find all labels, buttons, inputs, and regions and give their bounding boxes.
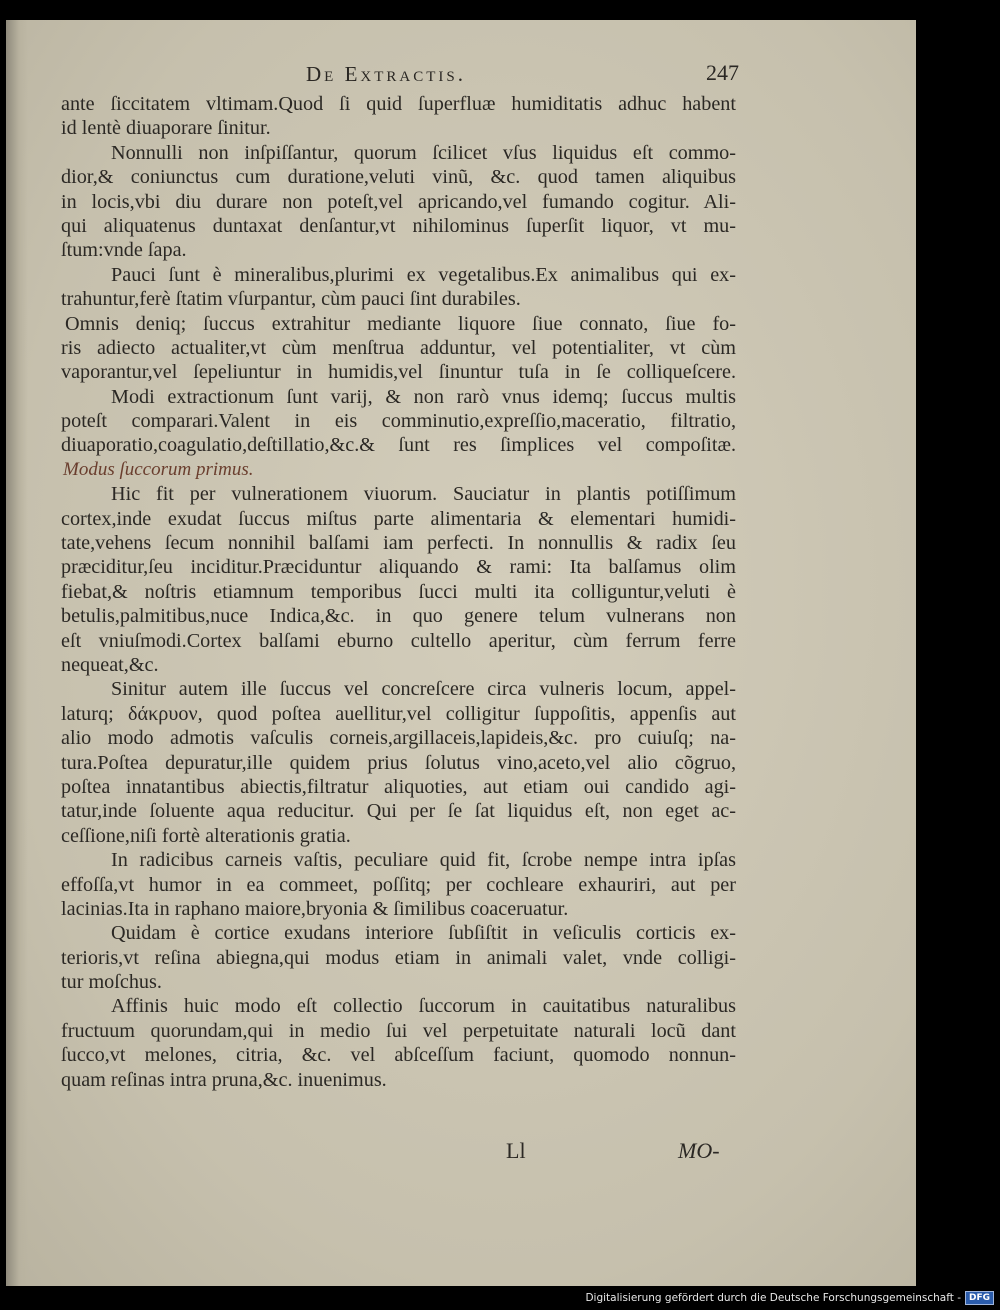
- running-head: De Extractis.: [306, 62, 466, 86]
- text-line: Pauci ſunt è mineralibus,plurimi ex vegetalibus.Ex animalibus qui ex-: [111, 263, 736, 286]
- text-line: trahuntur,ferè ſtatim vſurpantur, cùm pauci ſint durabiles.: [61, 288, 521, 311]
- text-line: fructuum quorundam,qui in medio ſui vel perpetuitate naturali locũ dant: [61, 1019, 736, 1042]
- text-line: In radicibus carneis vaſtis, peculiare quid fit, ſcrobe nempe intra ipſas: [111, 849, 736, 872]
- text-line: Nonnulli non inſpiſſantur, quorum ſcilicet vſus liquidus eſt commo-: [111, 141, 736, 164]
- credit-text: Digitalisierung gefördert durch die Deutsche Forschungsgemeinschaft -: [585, 1292, 961, 1304]
- text-line: tate,vehens ſecum nonnihil balſami iam perfecti. In nonnullis & radix ſeu: [61, 532, 736, 555]
- text-line: Omnis deniq; ſuccus extrahitur mediante liquore ſiue connato, ſiue fo-: [65, 312, 736, 335]
- text-line: tatur,inde ſoluente aqua reducitur. Qui per ſe ſat liquidus eſt, non eget ac-: [61, 800, 736, 823]
- text-line: diuaporatio,coagulatio,deſtillatio,&c.& ſunt res ſimplices vel compoſitæ.: [61, 434, 736, 457]
- text-line: Affinis huic modo eſt collectio ſuccorum in cauitatibus naturalibus: [111, 995, 736, 1018]
- text-line: ris adiecto actualiter,vt cùm menſtrua adduntur, vel potentialiter, vt cùm: [61, 336, 736, 359]
- text-line: terioris,vt reſina abiegna,qui modus etiam in animali valet, vnde colligi-: [61, 946, 736, 969]
- book-page: [6, 20, 916, 1286]
- dfg-logo: DFG: [965, 1291, 994, 1305]
- text-line: laturq; δάκρυον, quod poſtea auellitur,vel colligitur ſuppoſitis, appenſis aut: [61, 702, 736, 725]
- text-line: vaporantur,vel ſepeliuntur in humidis,vel ſinuntur tuſa in ſe colliqueſcere.: [61, 361, 736, 384]
- catchword: MO-: [678, 1138, 720, 1163]
- text-line: cortex,inde exudat ſuccus miſtus parte alimentaria & elementari humidi-: [61, 507, 736, 530]
- text-line: id lentè diuaporare ſinitur.: [61, 117, 271, 140]
- text-line: Hic fit per vulnerationem viuorum. Sauciatur in plantis potiſſimum: [111, 483, 736, 506]
- text-line: nequeat,&c.: [61, 653, 159, 676]
- text-line: effoſſa,vt humor in ea commeet, poſſitq; per cochleare exhauriri, aut per: [61, 873, 736, 896]
- text-line: Quidam è cortice exudans interiore ſubſiſtit in veſiculis corticis ex-: [111, 922, 736, 945]
- text-line: præciditur,ſeu inciditur.Præciduntur aliquando & rami: Ita balſamus olim: [61, 556, 736, 579]
- text-line: poſtea innatantibus abiectis,filtratur aliquoties, aut etiam oui candido agi-: [61, 775, 736, 798]
- digitization-credit: [585, 1290, 994, 1306]
- text-line: ſucco,vt melones, citria, &c. vel abſceſſum faciunt, quomodo nonnun-: [61, 1044, 736, 1067]
- text-line: dior,& coniunctus cum duratione,veluti vinũ, &c. quod tamen aliquibus: [61, 166, 736, 189]
- text-line: ſtum:vnde ſapa.: [61, 239, 187, 262]
- page-binding-shadow: [6, 20, 28, 1286]
- text-line: ceſſione,niſi fortè alterationis gratia.: [61, 824, 351, 847]
- body-text: [61, 92, 736, 1092]
- text-line: poteſt comparari.Valent in eis comminutio,expreſſio,maceratio, filtratio,: [61, 410, 736, 433]
- text-line: alio modo admotis vaſculis corneis,argillaceis,lapideis,&c. pro cuiuſq; na-: [61, 727, 736, 750]
- text-line: quam reſinas intra pruna,&c. inuenimus.: [61, 1068, 387, 1091]
- text-line: tura.Poſtea depuratur,ille quidem prius ſolutus vino,aceto,vel alio cõgruo,: [61, 751, 736, 774]
- text-line: betulis,palmitibus,nuce Indica,&c. in quo genere telum vulnerans non: [61, 605, 736, 628]
- text-line: in locis,vbi diu durare non poteſt,vel apricando,vel fumando cogitur. Ali-: [61, 190, 736, 213]
- text-line: tur moſchus.: [61, 971, 162, 994]
- text-line: Sinitur autem ille ſuccus vel concreſcere circa vulneris locum, appel-: [111, 678, 736, 701]
- signature-mark: Ll: [506, 1138, 526, 1163]
- text-line: ante ſiccitatem vltimam.Quod ſi quid ſuperfluæ humiditatis adhuc habent: [61, 93, 736, 115]
- page-foot: [506, 1138, 746, 1168]
- text-line: Modi extractionum ſunt varij, & non rarò vnus idemq; ſuccus multis: [111, 385, 736, 408]
- page-number: 247: [706, 60, 739, 85]
- text-line: eſt vniuſmodi.Cortex balſami eburno cultello aperitur, cùm ferrum ferre: [61, 629, 736, 652]
- text-line: lacinias.Ita in raphano maiore,bryonia & ſimilibus coaceruatur.: [61, 897, 569, 920]
- section-heading: Modus ſuccorum primus.: [63, 458, 254, 480]
- text-line: fiebat,& noſtris etiamnum temporibus ſucci multi ita colliguntur,veluti è: [61, 580, 736, 603]
- text-line: qui aliquatenus duntaxat denſantur,vt nihilominus ſuperſit liquor, vt mu-: [61, 214, 736, 237]
